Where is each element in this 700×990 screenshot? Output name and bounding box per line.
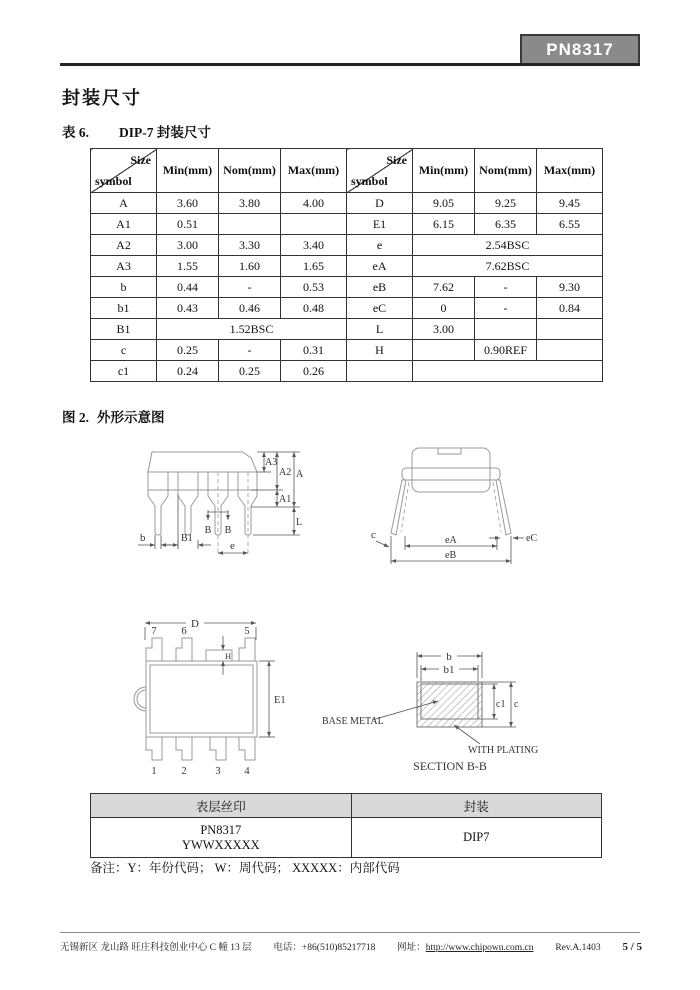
dim-label-e: e bbox=[230, 540, 235, 552]
dim-value-cell: 0.25 bbox=[219, 361, 281, 382]
corner-size-label: Size bbox=[386, 153, 407, 167]
dim-table-row bbox=[91, 319, 603, 340]
pin-number-2: 2 bbox=[181, 766, 187, 777]
dim-value-cell bbox=[413, 361, 603, 382]
marking-header-package: 封装 bbox=[351, 794, 601, 818]
dim-label-ea: eA bbox=[445, 535, 457, 546]
dim-symbol-cell: L bbox=[347, 319, 413, 340]
section-arrow-label: B bbox=[204, 525, 212, 536]
dim-label-c: c bbox=[514, 699, 519, 710]
dim-label-c1: c1 bbox=[496, 699, 506, 710]
dim-label-b1: B1 bbox=[181, 533, 193, 544]
figure-caption bbox=[62, 406, 165, 426]
dim-value-cell bbox=[475, 319, 537, 340]
dimension-table bbox=[90, 148, 603, 382]
dim-symbol-cell bbox=[347, 361, 413, 382]
silk-marking-cell bbox=[91, 818, 352, 858]
doc-number: PN8317 bbox=[546, 40, 614, 59]
dim-value-cell: 1.60 bbox=[219, 256, 281, 277]
marking-note: 备注：Y：年份代码； W：周代码； XXXXX：内部代码 bbox=[90, 861, 400, 875]
col-header-max: Max(mm) bbox=[281, 149, 347, 193]
dim-symbol-cell: eB bbox=[347, 277, 413, 298]
dim-value-cell: 0 bbox=[413, 298, 475, 319]
dim-symbol-cell: e bbox=[347, 235, 413, 256]
dim-value-cell: 1.55 bbox=[157, 256, 219, 277]
dim-symbol-cell: c bbox=[91, 340, 157, 361]
footer-revision: Rev.A.1403 bbox=[555, 943, 601, 953]
figure-caption-text: 外形示意图 bbox=[97, 410, 165, 425]
marking-table bbox=[90, 793, 602, 858]
dim-value-cell: 6.55 bbox=[537, 214, 603, 235]
col-header-min: Min(mm) bbox=[413, 149, 475, 193]
dim-value-cell: - bbox=[475, 298, 537, 319]
pin-number-7: 7 bbox=[151, 626, 157, 637]
dim-value-cell: 3.30 bbox=[219, 235, 281, 256]
pin-number-1: 1 bbox=[151, 766, 157, 777]
dim-symbol-cell: A2 bbox=[91, 235, 157, 256]
dim-value-cell: 0.43 bbox=[157, 298, 219, 319]
footer-url-link[interactable]: http://www.chipown.com.cn bbox=[425, 943, 534, 953]
top-view-body bbox=[134, 638, 257, 760]
marking-table-row bbox=[91, 818, 602, 858]
dim-value-cell: 3.40 bbox=[281, 235, 347, 256]
dim-symbol-cell: b bbox=[91, 277, 157, 298]
corner-symbol-label: symbol bbox=[95, 174, 132, 188]
section-bb-figure bbox=[320, 636, 570, 776]
dim-label-a3: A3 bbox=[265, 457, 278, 468]
dim-value-cell: 9.05 bbox=[413, 193, 475, 214]
dim-table-row bbox=[91, 214, 603, 235]
dim-value-cell: 1.65 bbox=[281, 256, 347, 277]
dim-table-row bbox=[91, 277, 603, 298]
dim-value-cell: 9.25 bbox=[475, 193, 537, 214]
col-header-max: Max(mm) bbox=[537, 149, 603, 193]
dimension-table-header-row bbox=[91, 149, 603, 193]
dim-symbol-cell: eC bbox=[347, 298, 413, 319]
top-view-figure bbox=[126, 614, 306, 792]
dim-symbol-cell: B1 bbox=[91, 319, 157, 340]
pin-number-5: 5 bbox=[244, 626, 250, 637]
footer-address: 无锡新区 龙山路 旺庄科技创业中心 C 幢 13 层 bbox=[60, 943, 252, 953]
dim-table-row bbox=[91, 298, 603, 319]
dim-symbol-cell: eA bbox=[347, 256, 413, 277]
dim-label-ec: eC bbox=[526, 533, 538, 544]
pin-number-6: 6 bbox=[181, 626, 187, 637]
pin-number-4: 4 bbox=[244, 766, 250, 777]
dim-table-row bbox=[91, 361, 603, 382]
top-view-dimensions bbox=[145, 618, 286, 737]
corner-size-label: Size bbox=[130, 153, 151, 167]
silk-line-2: YWWXXXXX bbox=[181, 837, 260, 852]
dim-value-cell: - bbox=[219, 340, 281, 361]
col-header-nom: Nom(mm) bbox=[475, 149, 537, 193]
dim-label-h: H bbox=[225, 651, 232, 661]
dim-value-cell: - bbox=[475, 277, 537, 298]
dim-label-d: D bbox=[191, 618, 199, 630]
dim-value-cell: 6.15 bbox=[413, 214, 475, 235]
footer-phone-label: 电话： bbox=[273, 943, 302, 953]
dim-label-eb: eB bbox=[445, 550, 457, 561]
figure-caption-label: 图 2. bbox=[62, 410, 89, 425]
corner-symbol-label: symbol bbox=[351, 174, 388, 188]
dim-value-cell: 6.35 bbox=[475, 214, 537, 235]
corner-header-cell bbox=[91, 149, 157, 193]
dim-value-cell: 2.54BSC bbox=[413, 235, 603, 256]
footer-phone-number: +86(510)85217718 bbox=[301, 943, 376, 953]
dim-table-row bbox=[91, 235, 603, 256]
marking-header-silk: 表层丝印 bbox=[91, 794, 352, 818]
dim-value-cell: 0.25 bbox=[157, 340, 219, 361]
section-arrow-label: B bbox=[224, 525, 232, 536]
dim-value-cell: 4.00 bbox=[281, 193, 347, 214]
dim-value-cell: 0.24 bbox=[157, 361, 219, 382]
dim-value-cell: 0.44 bbox=[157, 277, 219, 298]
dim-value-cell: 3.00 bbox=[413, 319, 475, 340]
dim-value-cell: 0.46 bbox=[219, 298, 281, 319]
dim-value-cell: - bbox=[219, 277, 281, 298]
dim-label-b: b bbox=[446, 651, 452, 663]
dim-symbol-cell: H bbox=[347, 340, 413, 361]
dim-value-cell bbox=[413, 340, 475, 361]
dim-value-cell bbox=[537, 319, 603, 340]
footer-page-number: 5 / 5 bbox=[622, 941, 642, 953]
dim-value-cell: 9.45 bbox=[537, 193, 603, 214]
dim-value-cell: 1.52BSC bbox=[157, 319, 347, 340]
dim-value-cell bbox=[537, 340, 603, 361]
dim-value-cell: 3.60 bbox=[157, 193, 219, 214]
dim-symbol-cell: D bbox=[347, 193, 413, 214]
header-rule bbox=[60, 63, 640, 66]
dim-symbol-cell: A bbox=[91, 193, 157, 214]
dim-symbol-cell: b1 bbox=[91, 298, 157, 319]
dim-value-cell: 0.51 bbox=[157, 214, 219, 235]
footer-web bbox=[397, 939, 533, 953]
marking-table-header-row bbox=[91, 794, 602, 818]
dim-value-cell: 3.00 bbox=[157, 235, 219, 256]
dim-label-l: L bbox=[296, 517, 303, 528]
dim-value-cell: 0.31 bbox=[281, 340, 347, 361]
dim-label-a: A bbox=[296, 469, 304, 480]
dim-value-cell: 0.48 bbox=[281, 298, 347, 319]
dim-label-a2: A2 bbox=[279, 467, 292, 478]
dim-value-cell: 0.26 bbox=[281, 361, 347, 382]
footer-web-label: 网址： bbox=[397, 943, 426, 953]
dim-value-cell: 7.62BSC bbox=[413, 256, 603, 277]
footer bbox=[60, 939, 642, 953]
dim-value-cell bbox=[219, 214, 281, 235]
dim-value-cell: 0.84 bbox=[537, 298, 603, 319]
silk-line-1: PN8317 bbox=[200, 822, 242, 837]
side-view-figure bbox=[365, 436, 565, 566]
table-caption bbox=[62, 121, 211, 141]
page-title: 封装尺寸 bbox=[62, 88, 142, 108]
dim-value-cell: 0.53 bbox=[281, 277, 347, 298]
dim-table-row bbox=[91, 256, 603, 277]
footer-rule bbox=[60, 932, 640, 933]
dim-symbol-cell: c1 bbox=[91, 361, 157, 382]
dim-label-a1: A1 bbox=[279, 494, 292, 505]
dim-value-cell bbox=[281, 214, 347, 235]
dim-table-row bbox=[91, 193, 603, 214]
table-caption-label: 表 6. bbox=[62, 125, 89, 140]
col-header-nom: Nom(mm) bbox=[219, 149, 281, 193]
front-view-figure bbox=[130, 432, 340, 567]
dim-symbol-cell: A3 bbox=[91, 256, 157, 277]
pin-numbers bbox=[151, 626, 250, 777]
dim-value-cell: 9.30 bbox=[537, 277, 603, 298]
pin-number-3: 3 bbox=[215, 766, 221, 777]
package-cell: DIP7 bbox=[351, 818, 601, 858]
base-metal-label: BASE METAL bbox=[322, 716, 384, 727]
dim-label-e1: E1 bbox=[274, 695, 286, 706]
dim-table-row bbox=[91, 340, 603, 361]
with-plating-label: WITH PLATING bbox=[468, 745, 539, 756]
corner-header-cell bbox=[347, 149, 413, 193]
side-view-body bbox=[391, 448, 511, 535]
front-view-body bbox=[148, 452, 257, 556]
dim-label-b: b bbox=[140, 532, 146, 544]
doc-number-badge bbox=[520, 34, 640, 66]
dim-symbol-cell: A1 bbox=[91, 214, 157, 235]
section-bb-caption: SECTION B-B bbox=[413, 759, 487, 773]
table-caption-text: DIP-7 封装尺寸 bbox=[119, 125, 211, 140]
footer-phone bbox=[273, 939, 375, 953]
dim-label-c: c bbox=[371, 529, 376, 541]
col-header-min: Min(mm) bbox=[157, 149, 219, 193]
dim-label-b1: b1 bbox=[443, 664, 455, 676]
dim-value-cell: 7.62 bbox=[413, 277, 475, 298]
dim-value-cell: 0.90REF bbox=[475, 340, 537, 361]
dim-value-cell: 3.80 bbox=[219, 193, 281, 214]
dim-symbol-cell: E1 bbox=[347, 214, 413, 235]
